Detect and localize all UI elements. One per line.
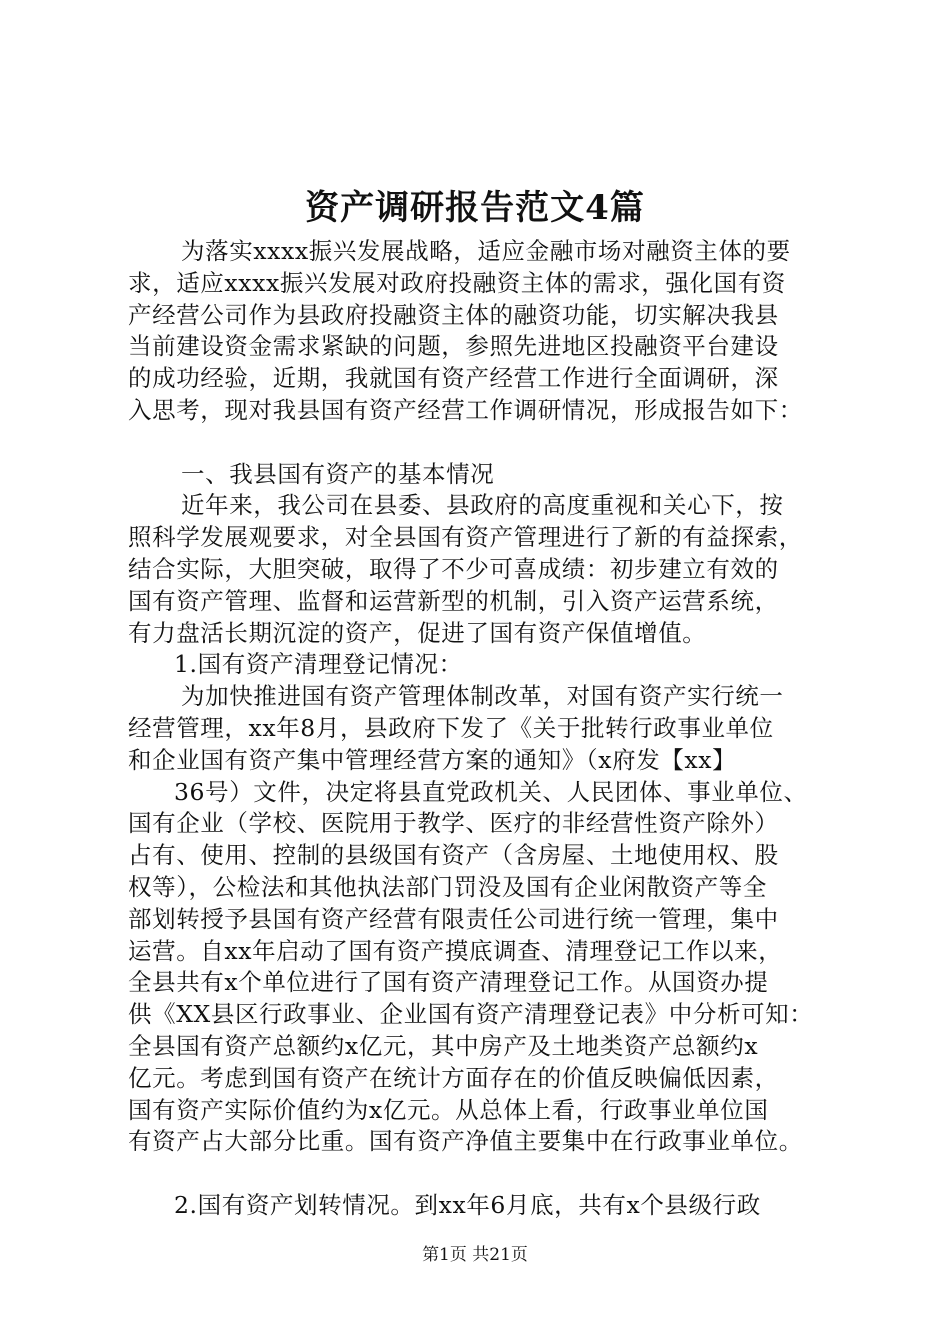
text-line: 国有企业（学校、医院用于教学、医疗的非经营性资产除外） xyxy=(128,809,779,838)
text-line: 当前建设资金需求紧缺的问题，参照先进地区投融资平台建设 xyxy=(128,332,779,361)
paragraph-gap xyxy=(128,1158,828,1190)
text-line: 供《XX县区行政事业、企业国有资产清理登记表》中分析可知： xyxy=(128,1000,814,1029)
text-line: 部划转授予县国有资产经营有限责任公司进行统一管理，集中 xyxy=(128,904,779,933)
subsection-heading: 1.国有资产清理登记情况： xyxy=(174,650,463,679)
text-line: 亿元。考虑到国有资产在统计方面存在的价值反映偏低因素， xyxy=(128,1063,779,1092)
document-title: 资产调研报告范文4篇 xyxy=(305,188,645,228)
text-line: 和企业国有资产集中管理经营方案的通知》（x府发【xx】 xyxy=(128,745,737,774)
text-line: 占有、使用、控制的县级国有资产（含房屋、土地使用权、股 xyxy=(128,841,779,870)
text-line: 国有资产管理、监督和运营新型的机制，引入资产运营系统， xyxy=(128,586,779,615)
text-line: 经营管理，xx年8月，县政府下发了《关于批转行政事业单位 xyxy=(128,713,774,742)
text-line: 运营。自xx年启动了国有资产摸底调查、清理登记工作以来， xyxy=(128,936,783,965)
text-line: 全县国有资产总额约x亿元，其中房产及土地类资产总额约x xyxy=(128,1031,759,1060)
text-line: 权等），公检法和其他执法部门罚没及国有企业闲散资产等全 xyxy=(128,872,767,901)
text-line: 产经营公司作为县政府投融资主体的融资功能，切实解决我县 xyxy=(128,300,779,329)
text-line: 照科学发展观要求，对全县国有资产管理进行了新的有益探索， xyxy=(128,523,803,552)
text-line: 入思考，现对我县国有资产经营工作调研情况，形成报告如下： xyxy=(128,395,803,424)
text-line: 结合实际，大胆突破，取得了不少可喜成绩：初步建立有效的 xyxy=(128,554,779,583)
text-line: 的成功经验，近期，我就国有资产经营工作进行全面调研，深 xyxy=(128,364,779,393)
section-heading: 一、我县国有资产的基本情况 xyxy=(181,459,495,488)
text-line: 近年来，我公司在县委、县政府的高度重视和关心下，按 xyxy=(181,491,784,520)
text-line: 有力盘活长期沉淀的资产，促进了国有资产保值增值。 xyxy=(128,618,707,647)
paragraph-gap xyxy=(128,427,828,459)
text-line: 国有资产实际价值约为x亿元。从总体上看，行政事业单位国 xyxy=(128,1095,769,1124)
subsection-heading: 2.国有资产划转情况。到xx年6月底，共有x个县级行政 xyxy=(174,1190,761,1219)
document-body xyxy=(128,236,828,1222)
text-line: 有资产占大部分比重。国有资产净值主要集中在行政事业单位。 xyxy=(128,1127,803,1156)
text-line: 为落实xxxx振兴发展战略，适应金融市场对融资主体的要 xyxy=(181,237,791,265)
text-line: 求，适应xxxx振兴发展对政府投融资主体的需求，强化国有资 xyxy=(128,268,786,297)
text-line: 36号）文件，决定将县直党政机关、人民团体、事业单位、 xyxy=(174,777,808,806)
text-line: 为加快推进国有资产管理体制改革，对国有资产实行统一 xyxy=(181,682,784,711)
page-number-footer: 第1页 共21页 xyxy=(422,1245,528,1265)
text-line: 全县共有x个单位进行了国有资产清理登记工作。从国资办提 xyxy=(128,968,769,997)
